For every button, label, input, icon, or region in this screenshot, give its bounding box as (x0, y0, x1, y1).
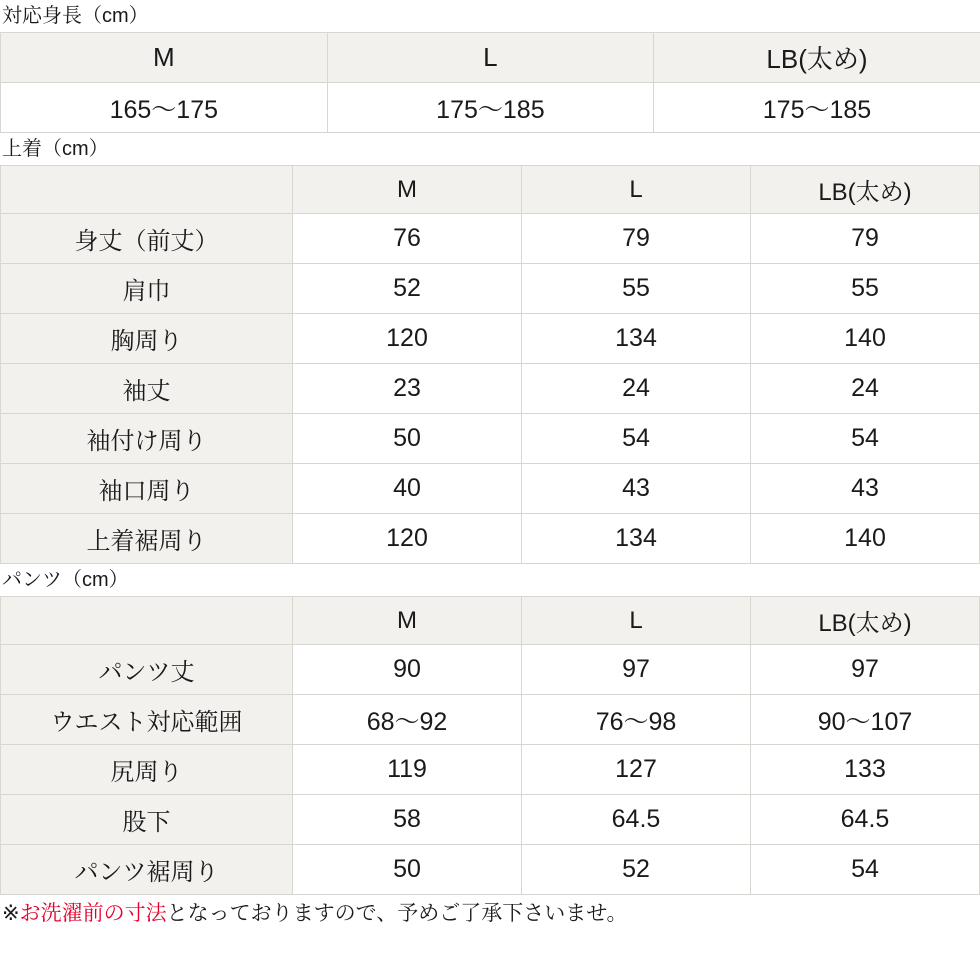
footnote-prefix: ※ (2, 902, 20, 925)
table-row (1, 845, 980, 895)
pants-cell: 54 (751, 845, 980, 895)
table-row (1, 33, 980, 83)
table-row (1, 364, 980, 414)
table-row (1, 214, 980, 264)
pants-cell: 119 (293, 745, 522, 795)
table-row (1, 745, 980, 795)
table-row (1, 264, 980, 314)
jacket-cell: 134 (522, 514, 751, 564)
pants-section-label: パンツ（cm） (2, 569, 129, 591)
jacket-cell: 50 (293, 414, 522, 464)
height-size-header: L (327, 33, 654, 83)
jacket-row-label: 袖口周り (1, 464, 293, 514)
jacket-cell: 55 (522, 264, 751, 314)
pants-row-label: 股下 (1, 795, 293, 845)
jacket-cell: 140 (751, 314, 980, 364)
jacket-table (0, 165, 980, 564)
jacket-cell: 24 (522, 364, 751, 414)
table-row (1, 464, 980, 514)
pants-cell: 50 (293, 845, 522, 895)
height-value: 175〜185 (654, 83, 980, 133)
pants-size-header: L (522, 597, 751, 645)
pants-cell: 68〜92 (293, 695, 522, 745)
pants-cell: 52 (522, 845, 751, 895)
pants-cell: 64.5 (751, 795, 980, 845)
table-row (1, 795, 980, 845)
pants-row-label: パンツ裾周り (1, 845, 293, 895)
height-section-label: 対応身長（cm） (2, 5, 149, 27)
jacket-cell: 79 (522, 214, 751, 264)
footnote-emphasis: お洗濯前の寸法 (19, 902, 167, 925)
pants-cell: 133 (751, 745, 980, 795)
jacket-cell: 76 (293, 214, 522, 264)
jacket-cell: 43 (522, 464, 751, 514)
pants-cell: 90〜107 (751, 695, 980, 745)
jacket-row-label: 袖丈 (1, 364, 293, 414)
jacket-cell: 40 (293, 464, 522, 514)
pants-cell: 97 (751, 645, 980, 695)
jacket-row-label: 胸周り (1, 314, 293, 364)
table-row (1, 514, 980, 564)
jacket-cell: 52 (293, 264, 522, 314)
jacket-cell: 140 (751, 514, 980, 564)
jacket-size-header: L (522, 166, 751, 214)
pants-corner-cell (1, 597, 293, 645)
jacket-cell: 54 (522, 414, 751, 464)
pants-cell: 127 (522, 745, 751, 795)
pants-size-header: LB(太め) (751, 597, 980, 645)
jacket-row-label: 身丈（前丈） (1, 214, 293, 264)
table-row (1, 695, 980, 745)
jacket-row-label: 肩巾 (1, 264, 293, 314)
table-row (1, 314, 980, 364)
pants-size-header: M (293, 597, 522, 645)
pants-row-label: 尻周り (1, 745, 293, 795)
table-header-row (1, 597, 980, 645)
footnote (0, 895, 980, 925)
table-row (1, 83, 980, 133)
jacket-cell: 24 (751, 364, 980, 414)
pants-table (0, 596, 980, 895)
jacket-cell: 54 (751, 414, 980, 464)
jacket-size-header: LB(太め) (751, 166, 980, 214)
jacket-cell: 120 (293, 514, 522, 564)
height-value: 175〜185 (327, 83, 654, 133)
pants-cell: 90 (293, 645, 522, 695)
height-table (0, 32, 980, 133)
pants-row-label: パンツ丈 (1, 645, 293, 695)
jacket-cell: 23 (293, 364, 522, 414)
height-size-header: LB(太め) (654, 33, 980, 83)
jacket-row-label: 上着裾周り (1, 514, 293, 564)
jacket-section-label: 上着（cm） (2, 138, 109, 160)
jacket-cell: 43 (751, 464, 980, 514)
height-size-header: M (1, 33, 328, 83)
jacket-cell: 134 (522, 314, 751, 364)
pants-cell: 97 (522, 645, 751, 695)
table-row (1, 414, 980, 464)
table-header-row (1, 166, 980, 214)
pants-cell: 58 (293, 795, 522, 845)
footnote-suffix: となっておりますので、予めご了承下さいませ。 (166, 902, 628, 925)
jacket-row-label: 袖付け周り (1, 414, 293, 464)
jacket-cell: 79 (751, 214, 980, 264)
pants-cell: 76〜98 (522, 695, 751, 745)
pants-cell: 64.5 (522, 795, 751, 845)
pants-row-label: ウエスト対応範囲 (1, 695, 293, 745)
table-row (1, 645, 980, 695)
jacket-cell: 55 (751, 264, 980, 314)
jacket-size-header: M (293, 166, 522, 214)
height-value: 165〜175 (1, 83, 328, 133)
jacket-corner-cell (1, 166, 293, 214)
jacket-cell: 120 (293, 314, 522, 364)
